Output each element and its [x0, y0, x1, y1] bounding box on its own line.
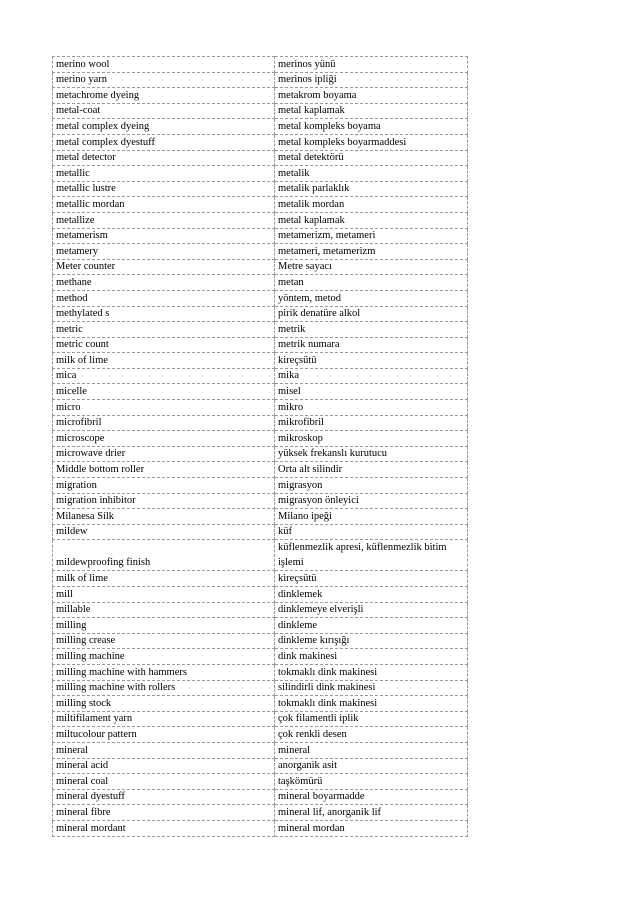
english-term-cell: metric — [53, 322, 275, 338]
turkish-term-cell: silindirli dink makinesi — [275, 680, 468, 696]
table-row — [53, 649, 468, 665]
english-term-cell: mineral — [53, 742, 275, 758]
table-row — [53, 493, 468, 509]
table-row — [53, 181, 468, 197]
english-term-cell: metamerism — [53, 228, 275, 244]
english-term-cell: micro — [53, 400, 275, 416]
turkish-term-cell: yüksek frekanslı kurutucu — [275, 446, 468, 462]
english-term-cell: metallic — [53, 166, 275, 182]
table-row — [53, 166, 468, 182]
turkish-term-cell: dink makinesi — [275, 649, 468, 665]
turkish-term-cell: metrik numara — [275, 337, 468, 353]
table-row — [53, 805, 468, 821]
turkish-term-cell: metalik — [275, 166, 468, 182]
turkish-term-cell: metamerizm, metameri — [275, 228, 468, 244]
turkish-term-cell: mineral mordan — [275, 820, 468, 836]
english-term-cell: metachrome dyeing — [53, 88, 275, 104]
english-term-cell: miltifilament yarn — [53, 711, 275, 727]
glossary-table — [52, 56, 468, 837]
english-term-cell: milling crease — [53, 633, 275, 649]
table-row — [53, 72, 468, 88]
english-term-cell: metal detector — [53, 150, 275, 166]
english-term-cell: methylated s — [53, 306, 275, 322]
table-row — [53, 587, 468, 603]
table-row — [53, 446, 468, 462]
english-term-cell: mineral coal — [53, 774, 275, 790]
english-term-cell: milling — [53, 618, 275, 634]
turkish-term-cell: dinkleme — [275, 618, 468, 634]
english-term-cell: milling stock — [53, 696, 275, 712]
english-term-cell: mildew — [53, 524, 275, 540]
english-term-cell: microwave drier — [53, 446, 275, 462]
turkish-term-cell: mikro — [275, 400, 468, 416]
turkish-term-cell: metal kaplamak — [275, 103, 468, 119]
table-row — [53, 742, 468, 758]
table-row — [53, 571, 468, 587]
table-row — [53, 275, 468, 291]
turkish-term-cell: merinos yünü — [275, 57, 468, 73]
english-term-cell: mineral fibre — [53, 805, 275, 821]
table-row — [53, 306, 468, 322]
turkish-term-cell: çok renkli desen — [275, 727, 468, 743]
english-term-cell: micelle — [53, 384, 275, 400]
turkish-term-cell: Milano ipeği — [275, 509, 468, 525]
turkish-term-cell: metalik mordan — [275, 197, 468, 213]
table-row — [53, 337, 468, 353]
table-row — [53, 368, 468, 384]
turkish-term-cell: çok filamentli iplik — [275, 711, 468, 727]
english-term-cell: microfibril — [53, 415, 275, 431]
turkish-term-cell: metameri, metamerizm — [275, 244, 468, 260]
table-row — [53, 478, 468, 494]
table-row — [53, 134, 468, 150]
table-row — [53, 711, 468, 727]
english-term-cell: migration inhibitor — [53, 493, 275, 509]
english-term-cell: mildewproofing finish — [53, 540, 275, 571]
table-row — [53, 57, 468, 73]
turkish-term-cell: dinkleme kırışığı — [275, 633, 468, 649]
turkish-term-cell: dinklemek — [275, 587, 468, 603]
table-row — [53, 322, 468, 338]
turkish-term-cell: metalik parlaklık — [275, 181, 468, 197]
table-row — [53, 524, 468, 540]
table-row — [53, 602, 468, 618]
table-row — [53, 197, 468, 213]
turkish-term-cell: mikroskop — [275, 431, 468, 447]
english-term-cell: mineral mordant — [53, 820, 275, 836]
table-row — [53, 509, 468, 525]
table-row — [53, 259, 468, 275]
english-term-cell: milk of lime — [53, 571, 275, 587]
table-row — [53, 462, 468, 478]
turkish-term-cell: kireçsütü — [275, 353, 468, 369]
english-term-cell: metric count — [53, 337, 275, 353]
english-term-cell: Meter counter — [53, 259, 275, 275]
turkish-term-cell: metan — [275, 275, 468, 291]
table-row — [53, 633, 468, 649]
turkish-term-cell: metal kaplamak — [275, 212, 468, 228]
turkish-term-cell: metal detektörü — [275, 150, 468, 166]
turkish-term-cell: mineral boyarmadde — [275, 789, 468, 805]
turkish-term-cell: kireçsütü — [275, 571, 468, 587]
turkish-term-cell: mineral — [275, 742, 468, 758]
turkish-term-cell: migrasyon — [275, 478, 468, 494]
table-row — [53, 400, 468, 416]
english-term-cell: metallic mordan — [53, 197, 275, 213]
table-row — [53, 384, 468, 400]
turkish-term-cell: anorganik asit — [275, 758, 468, 774]
english-term-cell: Middle bottom roller — [53, 462, 275, 478]
table-row — [53, 150, 468, 166]
english-term-cell: method — [53, 290, 275, 306]
english-term-cell: metal complex dyestuff — [53, 134, 275, 150]
table-row — [53, 680, 468, 696]
english-term-cell: milling machine with hammers — [53, 664, 275, 680]
table-row — [53, 758, 468, 774]
english-term-cell: milk of lime — [53, 353, 275, 369]
turkish-term-cell: yöntem, metod — [275, 290, 468, 306]
turkish-term-cell: Metre sayacı — [275, 259, 468, 275]
english-term-cell: Milanesa Silk — [53, 509, 275, 525]
english-term-cell: milling machine with rollers — [53, 680, 275, 696]
turkish-term-cell: küf — [275, 524, 468, 540]
table-row — [53, 228, 468, 244]
table-row — [53, 119, 468, 135]
english-term-cell: merino wool — [53, 57, 275, 73]
table-row — [53, 88, 468, 104]
turkish-term-cell: misel — [275, 384, 468, 400]
english-term-cell: metal-coat — [53, 103, 275, 119]
table-row — [53, 820, 468, 836]
table-row — [53, 431, 468, 447]
table-row — [53, 353, 468, 369]
turkish-term-cell: merinos ipliği — [275, 72, 468, 88]
table-row — [53, 618, 468, 634]
english-term-cell: metallize — [53, 212, 275, 228]
turkish-term-cell: mikrofibril — [275, 415, 468, 431]
turkish-term-cell: metakrom boyama — [275, 88, 468, 104]
turkish-term-cell: pirik denatüre alkol — [275, 306, 468, 322]
table-row — [53, 696, 468, 712]
english-term-cell: miltucolour pattern — [53, 727, 275, 743]
turkish-term-cell: metal kompleks boyama — [275, 119, 468, 135]
english-term-cell: mill — [53, 587, 275, 603]
turkish-term-cell: dinklemeye elverişli — [275, 602, 468, 618]
turkish-term-cell: Orta alt silindir — [275, 462, 468, 478]
english-term-cell: merino yarn — [53, 72, 275, 88]
table-row — [53, 774, 468, 790]
table-row — [53, 415, 468, 431]
english-term-cell: methane — [53, 275, 275, 291]
turkish-term-cell: migrasyon önleyici — [275, 493, 468, 509]
turkish-term-cell: metrik — [275, 322, 468, 338]
english-term-cell: metal complex dyeing — [53, 119, 275, 135]
english-term-cell: mineral dyestuff — [53, 789, 275, 805]
table-row — [53, 664, 468, 680]
table-row — [53, 103, 468, 119]
table-row — [53, 212, 468, 228]
english-term-cell: milling machine — [53, 649, 275, 665]
english-term-cell: microscope — [53, 431, 275, 447]
table-row — [53, 789, 468, 805]
turkish-term-cell: küflenmezlik apresi, küflenmezlik bitim işlemi — [275, 540, 468, 571]
english-term-cell: mineral acid — [53, 758, 275, 774]
table-row — [53, 244, 468, 260]
english-term-cell: metallic lustre — [53, 181, 275, 197]
english-term-cell: metamery — [53, 244, 275, 260]
turkish-term-cell: mineral lif, anorganik lif — [275, 805, 468, 821]
english-term-cell: millable — [53, 602, 275, 618]
turkish-term-cell: tokmaklı dink makinesi — [275, 664, 468, 680]
english-term-cell: migration — [53, 478, 275, 494]
turkish-term-cell: tokmaklı dink makinesi — [275, 696, 468, 712]
turkish-term-cell: metal kompleks boyarmaddesi — [275, 134, 468, 150]
table-row — [53, 727, 468, 743]
english-term-cell: mica — [53, 368, 275, 384]
turkish-term-cell: mika — [275, 368, 468, 384]
table-row — [53, 540, 468, 571]
table-row — [53, 290, 468, 306]
glossary-body — [53, 57, 468, 837]
turkish-term-cell: taşkömürü — [275, 774, 468, 790]
